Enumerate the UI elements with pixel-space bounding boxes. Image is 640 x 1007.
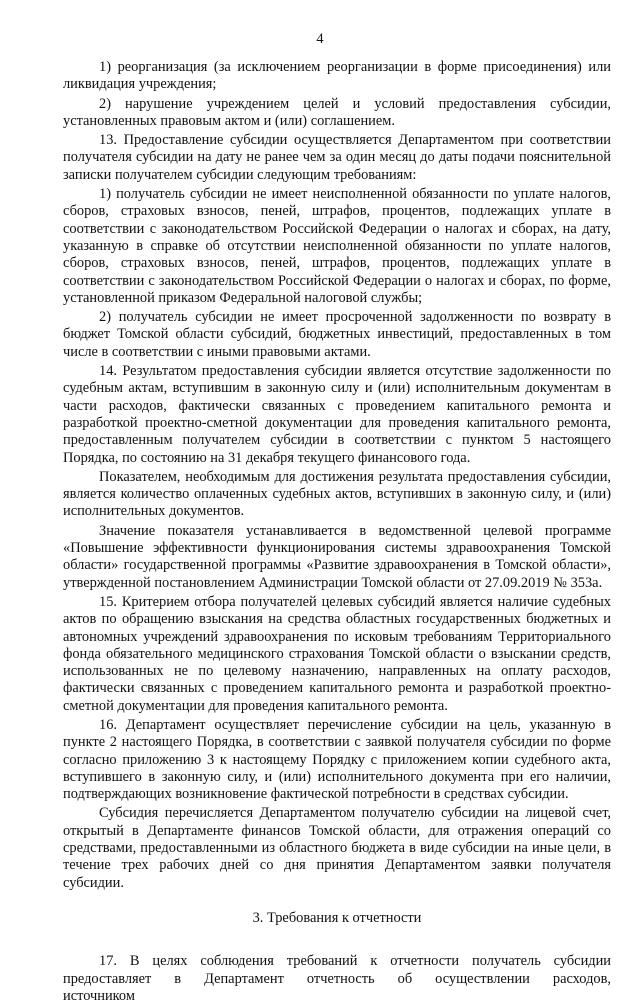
paragraph-13: 13. Предоставление субсидии осуществляется Департаментом при соответствии получателя субсидии на дату не ранее чем за один месяц до даты подачи пояснительной записки получателем субсидии следующим требованиям: — [63, 132, 611, 183]
section-title: 3. Требования к отчетности — [252, 909, 422, 926]
paragraph-13-item-2: 2) получатель субсидии не имеет просроченной задолженности по возврату в бюджет Томской области субсидий, бюджетных инвестиций, предоставленных в том числе в соответствии с иными правовыми актами. — [63, 309, 611, 360]
paragraph-indicator-value: Значение показателя устанавливается в ведомственной целевой программе «Повышение эффективности функционирования системы здравоохранения Томской области» государственной программы «Развитие здравоохранения в Томской области», утвержденной постановлением Администрации Томской области от 27.09.2019 № 353а. — [63, 522, 611, 591]
paragraph-13-item-1: 1) получатель субсидии не имеет неисполненной обязанности по уплате налогов, сборов, страховых взносов, пеней, штрафов, процентов, подлежащих уплате в соответствии с законодательством Российской Федерации о налогах и сборах, на дату, указанную в справке об отсутствии неисполненной обязанности по уплате налогов, сборов, страховых взносов, пеней, штрафов, процентов, подлежащих уплате в соответствии с законодательством Российской Федерации о налогах и сборах, по форме, установленной приказом Федеральной налоговой службы; — [63, 186, 611, 306]
paragraph-16: 16. Департамент осуществляет перечисление субсидии на цель, указанную в пункте 2 настоящего Порядка, в соответствии с заявкой получателя субсидии по форме согласно приложению 3 к настоящему Порядку с приложением копии судебного акта, вступившего в законную силу, и (или) исполнительного документа при его наличии, подтверждающих возникновение фактической потребности в средствах субсидии. — [63, 716, 611, 803]
page-number: 4 — [316, 31, 324, 47]
paragraph-item-2: 2) нарушение учреждением целей и условий предоставления субсидии, установленных правовым актом и (или) соглашением. — [63, 95, 611, 129]
paragraph-17: 17. В целях соблюдения требований к отчетности получатель субсидии предоставляет в Департамент отчетность об осуществлении расходов, источником — [63, 953, 611, 1004]
paragraph-indicator: Показателем, необходимым для достижения результата предоставления субсидии, является количество оплаченных судебных актов, вступивших в законную силу, и (или) исполнительных документов. — [63, 468, 611, 520]
document-body — [63, 59, 611, 1007]
paragraph-14: 14. Результатом предоставления субсидии является отсутствие задолженности по судебным актам, вступившим в законную силу и (или) исполнительным документам в части расходов, фактически связанных с проведением капитального ремонта и разработкой проектно-сметной документации для проведения капитального ремонта, предоставленным получателем субсидии в соответствии с пунктом 5 настоящего Порядка, по состоянию на 31 декабря текущего финансового года. — [63, 363, 611, 466]
paragraph-transfer: Субсидия перечисляется Департаментом получателю субсидии на лицевой счет, открытый в Департаменте финансов Томской области, для отражения операций со средствами, предоставленными из областного бюджета в виде субсидии на иные цели, в течение трех рабочих дней со дня принятия Департаментом заявки получателя субсидии. — [63, 805, 611, 891]
paragraph-item-1: 1) реорганизация (за исключением реорганизации в форме присоединения) или ликвидация учреждения; — [63, 59, 611, 93]
paragraph-15: 15. Критерием отбора получателей целевых субсидий является наличие судебных актов по обращению взыскания на средства областных государственных бюджетных и автономных учреждений здравоохранения по исковым требованиям Территориального фонда обязательного медицинского страхования Томской области о взыскании средств, использованных не по целевому назначению, направленных на оплату расходов, фактически связанных с проведением капитального ремонта и разработкой проектно-сметной документации для проведения капитального ремонта. — [63, 593, 611, 714]
